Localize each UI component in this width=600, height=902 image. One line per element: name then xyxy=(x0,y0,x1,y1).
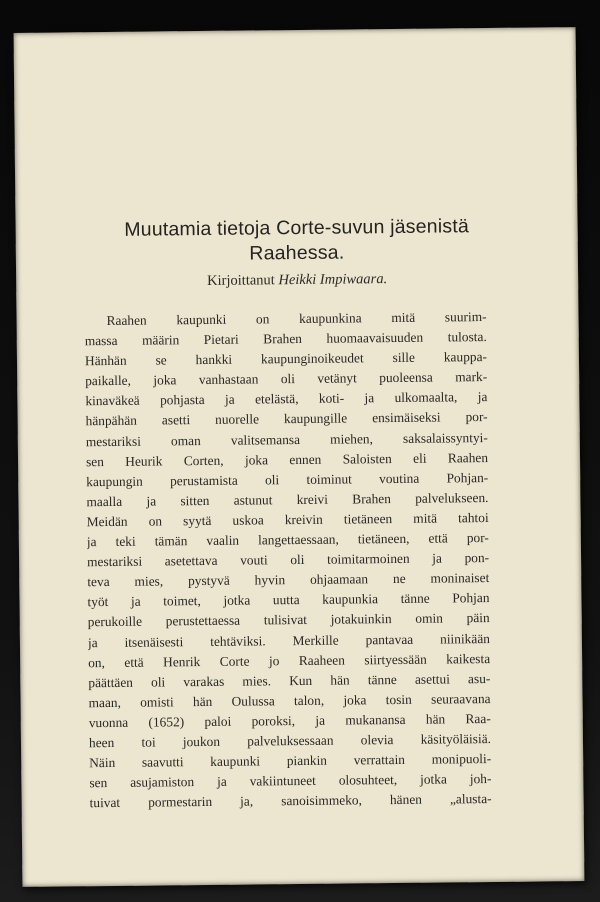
text-line: tuivat pormestarin ja, sanoisimmeko, hänen „alusta- xyxy=(89,791,492,811)
text-line: työt ja toimet, jotka uutta kaupunkia tänne Pohjan xyxy=(87,590,490,610)
text-line: sen Heurik Corten, joka ennen Saloisten eli Raahen xyxy=(85,449,489,469)
text-line: ja teki tämän vaalin langettaessaan, tietäneen, että por- xyxy=(86,530,489,550)
text-line: Näin saavutti kaupunki piankin verrattain monipuoli- xyxy=(89,751,492,771)
text-line: paikalle, joka vanhastaan oli vetänyt puoleensa mark- xyxy=(85,369,488,389)
text-line: massa määrin Pietari Brahen huomaavaisuuden tulosta. xyxy=(84,329,487,349)
article-title xyxy=(15,213,577,269)
text-line: Meidän on syytä uskoa kreivin tietäneen mitä tahtoi xyxy=(86,509,489,530)
text-line: kinaväkeä pohjasta ja etelästä, koti- ja ulkomaalta, ja xyxy=(85,389,488,409)
article-title-line-1: Muutamia tietoja Corte-suvun jäsenistä xyxy=(124,215,470,241)
byline-author: Heikki Impiwaara. xyxy=(278,271,388,289)
article-body xyxy=(84,307,491,814)
text-line: heen toi joukon palveluksessaan olevia käsityöläisiä. xyxy=(88,730,492,751)
text-line: mestariksi asetettava vouti oli toimitarmoinen ja pon- xyxy=(87,550,490,570)
text-line: päättäen oli varakas mies. Kun hän tänne asettui asu- xyxy=(88,670,491,690)
text-line: maan, omisti hän Oulussa talon, joka tosin seuraavana xyxy=(88,690,491,710)
text-line: ja itsenäisesti tehtäviksi. Merkille pantavaa niinikään xyxy=(87,630,490,650)
text-line: kaupungin perustamista oli toiminut voutina Pohjan- xyxy=(86,469,489,489)
byline xyxy=(16,269,578,292)
text-line: mestariksi oman valitsemansa miehen, saksalaissyntyi- xyxy=(85,429,488,449)
text-line: maalla ja sitten astunut kreivi Brahen palvelukseen. xyxy=(86,489,489,510)
document-page xyxy=(14,27,585,887)
text-line: vuonna (1652) paloi poroksi, ja mukanansa hän Raa- xyxy=(88,710,491,731)
text-line: Hänhän se hankki kaupunginoikeudet sille kauppa- xyxy=(84,349,488,369)
article-title-line-2: Raahessa. xyxy=(249,241,345,265)
byline-prefix: Kirjoittanut xyxy=(207,272,275,289)
text-line: hänpähän asetti nuorelle kaupungille ensimäiseksi por- xyxy=(85,409,488,429)
text-line: sen asujamiston ja vakiintuneet olosuhteet, jotka joh- xyxy=(89,771,492,791)
text-line: teva mies, pystyvä hyvin ohjaamaan ne moninaiset xyxy=(87,570,490,590)
text-line: on, että Henrik Corte jo Raaheen siirtyessään kaikesta xyxy=(88,650,491,670)
text-line: perukoille perustettaessa tulisivat jotakuinkin omin päin xyxy=(87,610,490,630)
text-line: Raahen kaupunki on kaupunkina mitä suurim- xyxy=(106,309,487,329)
